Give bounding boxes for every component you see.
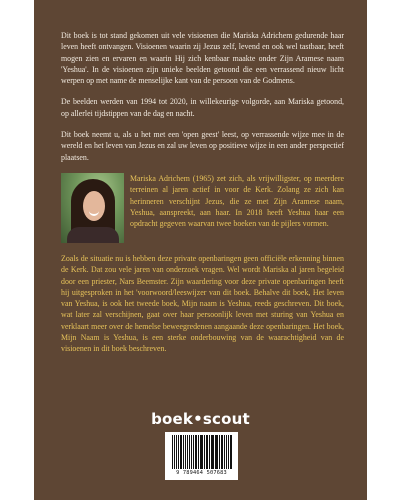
barcode-bar: [222, 435, 223, 469]
barcode-bar: [200, 435, 201, 469]
isbn-number: 9 789464 507683: [176, 470, 227, 476]
barcode-bar: [185, 435, 186, 469]
back-cover: [34, 0, 367, 500]
publisher-logo-left: boek: [151, 410, 194, 428]
publisher-logo: [34, 410, 367, 428]
barcode-bar: [211, 435, 213, 469]
barcode-bar: [178, 435, 179, 469]
barcode-bar: [176, 435, 177, 469]
barcode-bar: [226, 435, 227, 469]
barcode-bar: [204, 435, 205, 469]
barcode-bar: [180, 435, 182, 469]
barcode-bar: [219, 435, 220, 469]
barcode-bar: [193, 435, 194, 469]
author-bio: Mariska Adrichem (1965) zet zich, als vrijwilligster, op meerdere terreinen al jaren actief in voor de Kerk. Zolang ze zich kan herinneren verschijnt Jezus, die ze met Zijn Aramese naam, Yeshua, aanspreekt, aan haar. In 2018 heeft Yeshua haar een opdracht gegeven waarvan twee boeken van de pijlers vormen.: [130, 173, 344, 229]
invitation-paragraph: Dit boek neemt u, als u het met een 'open geest' leest, op verrassende wijze mee in de wereld en het leven van Jezus en zal uw leven op positieve wijze in een ander perspectief plaatsen.: [61, 130, 344, 162]
barcode-bar: [174, 435, 175, 469]
barcode-bar: [183, 435, 184, 469]
barcode-bar: [189, 435, 190, 469]
barcode-bar: [230, 435, 232, 469]
barcode-bar: [224, 435, 225, 469]
barcode-bar: [215, 435, 216, 469]
publisher-logo-dot: •: [193, 410, 203, 428]
barcode-bar: [191, 435, 192, 469]
barcode-bar: [216, 435, 217, 469]
barcode-bar: [195, 435, 197, 469]
barcode-bars: [172, 435, 233, 469]
barcode-bar: [187, 435, 188, 469]
barcode-bar: [228, 435, 229, 469]
publisher-logo-right: scout: [202, 410, 250, 428]
closing-paragraph: Zoals de situatie nu is hebben deze private openbaringen geen officiële erkenning binnen de Kerk. Dat zou vele jaren van onderzoek vragen. Wel wordt Mariska al jaren begeleid door een priester, Nars Beemster. Zijn waardering voor deze private openbaringen heeft hij uitgesproken in het 'voorwoord/leeswijzer van dit boek. Behalve dit boek, Het leven van Yeshua, is ook het tweede boek, Mijn naam is Yeshua, reeds geschreven. Dit boek, wat later zal verschijnen, gaat over haar persoonlijk leven met sturing van Yeshua en verklaart meer over de hemelse beweegredenen aangaande deze openbaringen. Het boek, Mijn Naam is Yeshua, is een sterke onderbouwing van de waarachtigheid van de visioenen in dit boek beschreven.: [61, 253, 344, 354]
barcode-bar: [201, 435, 202, 469]
barcode-bar: [198, 435, 199, 469]
barcode-bar: [172, 435, 173, 469]
barcode-bar: [206, 435, 207, 469]
dates-paragraph: De beelden werden van 1994 tot 2020, in willekeurige volgorde, aan Mariska getoond, op allerlei tijdstippen van de dag en nacht.: [61, 97, 344, 118]
author-photo: [61, 173, 124, 243]
intro-paragraph: Dit boek is tot stand gekomen uit vele visioenen die Mariska Adrichem gedurende haar leven heeft ontvangen. Visioenen waarin zij Jezus zelf, levend en ook wel tastbaar, heeft mogen zien en ervaren en waarin Hij zich kenbaar maakte onder Zijn Aramese naam 'Yeshua'. In de visioenen zijn unieke beelden getoond die een verrassend nieuw licht werpen op met name de menselijke kant van de persoon van de Godmens.: [61, 31, 344, 86]
barcode-bar: [209, 435, 210, 469]
barcode-bar: [207, 435, 208, 469]
isbn-barcode: [165, 432, 238, 480]
barcode-bar: [221, 435, 222, 469]
author-section: [61, 173, 344, 243]
